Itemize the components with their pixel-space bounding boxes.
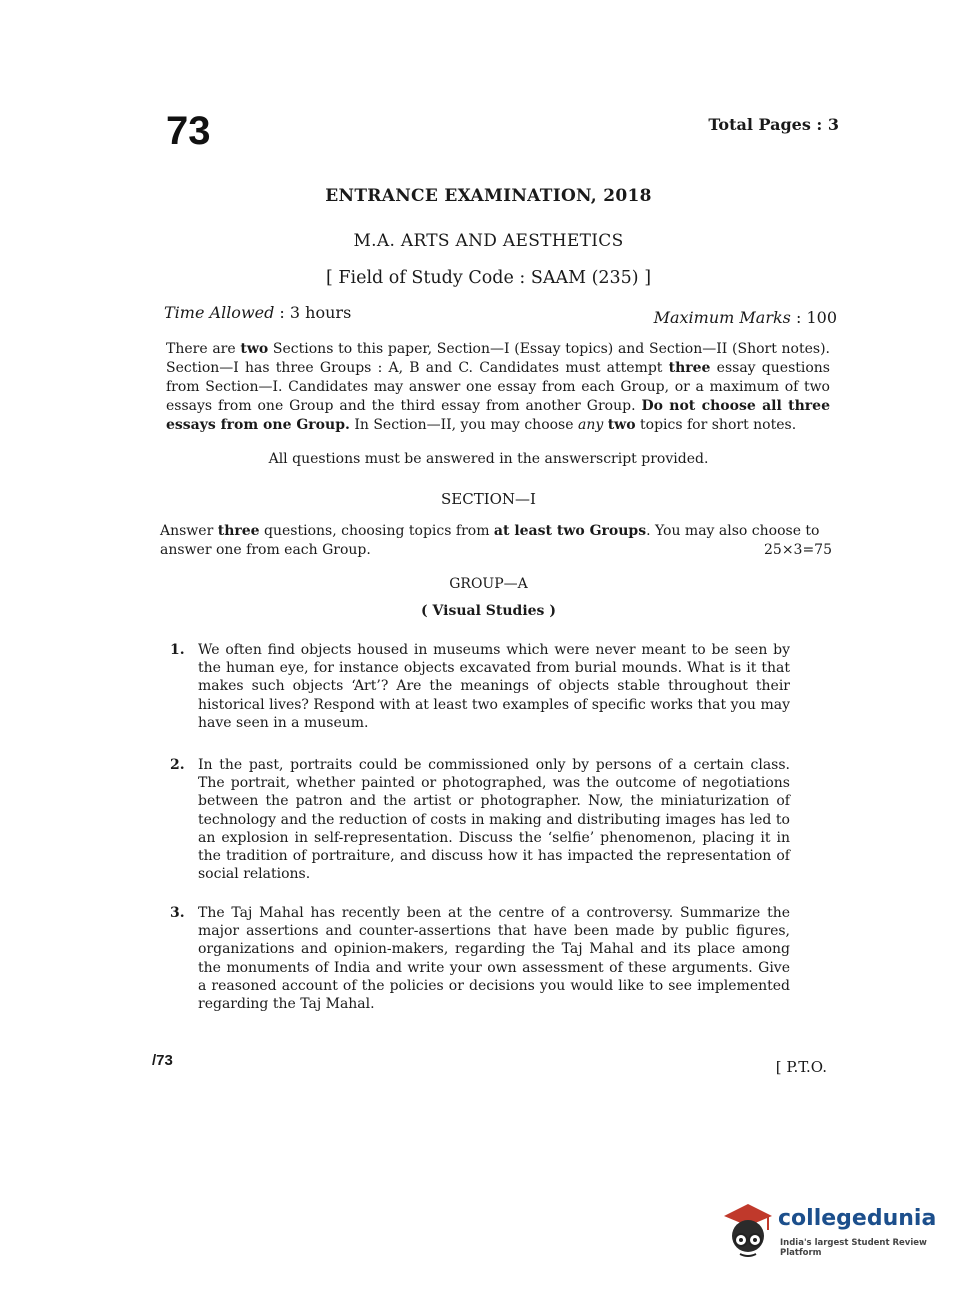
total-pages: Total Pages : 3 [708,115,839,134]
group-a-subtitle: ( Visual Studies ) [421,603,556,619]
mascot-icon [718,1198,776,1264]
question-2 [170,756,790,883]
question-1 [170,641,790,732]
exam-title: ENTRANCE EXAMINATION, 2018 [325,186,652,206]
question-text: The Taj Mahal has recently been at the centre of a controversy. Summarize the major assertions and counter-assertions that have been made by public figures, organizations and opinion-makers, regarding the Taj Mahal and its place among the monuments of India and write your own assessment of these arguments. Give a reasoned account of the policies or decisions you would like to see implemented regarding the Taj Mahal. [198,905,790,1013]
paper-code: 73 [166,109,211,153]
general-instructions: There are two Sections to this paper, Section—I (Essay topics) and Section—II (Short notes). Section—I has three Groups : A, B and C. Candidates must attempt three essay questions from Section—I. Candidates may answer one essay from each Group, or a maximum of two essays from one Group and the third essay from another Group. Do not choose all three essays from one Group. In Section—II, you may choose any two topics for short notes. [166,341,830,433]
marks-label: Maximum Marks [653,308,791,327]
question-text: We often find objects housed in museums which were never meant to be seen by the human eye, for instance objects excavated from burial mounds. What is it that makes such objects ‘Art’? Are the meanings of objects stable throughout their historical lives? Respond with at least two examples of specific works that you may have seen in a museum. [198,642,790,731]
question-text: In the past, portraits could be commissioned only by persons of a certain class. The portrait, whether painted or photographed, was the outcome of negotiations between the patron and the artist or photographer. Now, the miniaturization of technology and the reduction of costs in making and distributing images has led to an explosion in self-representation. Discuss the ‘selfie’ phenomenon, placing it in the tradition of portraiture, and discuss how it has impacted the representation of social relations. [198,757,790,883]
section-1-instructions: Answer three questions, choosing topics from at least two Groups. You may also choose to answer one from each Group. 25×3=75 [160,523,832,558]
pto-label: [ P.T.O. [775,1058,827,1076]
answer-all-note: All questions must be answered in the answerscript provided. [268,451,709,467]
group-a-title: GROUP—A [449,576,528,592]
field-of-study-code: [ Field of Study Code : SAAM (235) ] [325,268,652,288]
question-number: 2. [170,757,185,773]
brand-tagline: India's largest Student Review Platform [780,1238,927,1258]
time-value: : 3 hours [274,303,352,322]
question-number: 1. [170,642,185,658]
maximum-marks [654,308,837,327]
time-allowed [164,303,351,322]
brand-name: collegedunia [778,1206,937,1231]
footer-paper-code: /73 [152,1052,173,1069]
question-3 [170,904,790,1013]
collegedunia-watermark [718,1198,948,1268]
course-name: M.A. ARTS AND AESTHETICS [353,231,624,251]
section-1-title: SECTION—I [441,490,536,508]
marks-scheme: 25×3=75 [764,542,832,558]
marks-value: : 100 [790,308,837,327]
time-label: Time Allowed [164,303,275,322]
question-number: 3. [170,905,185,921]
